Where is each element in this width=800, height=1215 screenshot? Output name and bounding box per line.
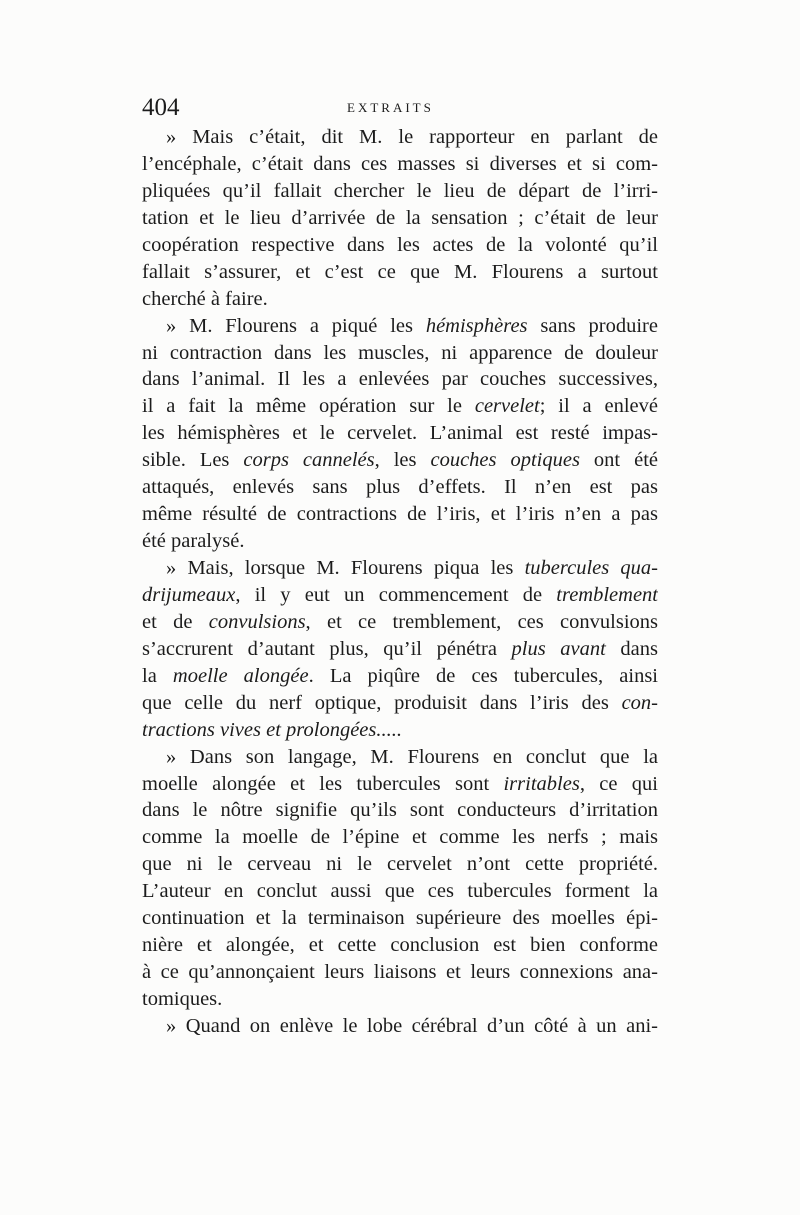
text-line — [142, 690, 658, 717]
text-line — [142, 851, 658, 878]
text-line — [142, 1013, 658, 1040]
text-line — [142, 717, 658, 744]
text-line — [142, 609, 658, 636]
running-head — [142, 93, 662, 123]
text-segment: » Quand on enlève le lobe cérébral d’un côté à un ani- — [166, 1014, 658, 1037]
text-segment: dans le nôtre signifie qu’ils sont conducteurs d’irritation — [142, 799, 658, 822]
text-line — [142, 151, 658, 178]
text-segment: ont été — [579, 449, 658, 472]
text-line — [142, 259, 658, 286]
text-segment: » Mais c’était, dit M. le rapporteur en parlant de — [166, 126, 658, 148]
italic-text: irritables — [503, 772, 580, 795]
text-line — [142, 878, 658, 905]
text-line — [142, 905, 658, 932]
text-line — [142, 771, 658, 798]
text-segment: et de — [142, 610, 209, 633]
text-segment: ni contraction dans les muscles, ni apparence de douleur — [142, 341, 658, 364]
text-segment: dans — [605, 637, 658, 660]
text-line — [142, 797, 658, 824]
text-segment: la — [142, 664, 173, 687]
text-segment: » M. Flourens a piqué les — [166, 314, 426, 337]
text-line — [142, 501, 658, 528]
italic-text: tractions vives et prolongées..... — [142, 718, 402, 741]
italic-text: couches optiques — [430, 449, 580, 472]
text-segment: fallait s’assurer, et c’est ce que M. Flourens a surtout — [142, 260, 658, 283]
text-segment: moelle alongée et les tubercules sont — [142, 772, 504, 795]
page-number: 404 — [142, 94, 180, 121]
text-line — [142, 528, 658, 555]
text-segment: continuation et la terminaison supérieure des moelles épi- — [142, 907, 658, 930]
text-line — [142, 232, 658, 259]
text-segment: » Mais, lorsque M. Flourens piqua les — [166, 557, 525, 579]
text-segment: les hémisphères et le cervelet. L’animal est resté impas- — [142, 422, 658, 445]
text-line — [142, 932, 658, 959]
italic-text: con- — [621, 691, 658, 714]
text-segment: attaqués, enlevés sans plus d’effets. Il n’en est pas — [142, 476, 658, 499]
text-line — [142, 286, 658, 313]
text-segment: que ni le cerveau ni le cervelet n’ont cette propriété. — [142, 853, 658, 876]
italic-text: convulsions — [208, 610, 306, 633]
italic-text: hémisphères — [425, 314, 528, 337]
text-line — [142, 986, 658, 1013]
text-line — [142, 393, 658, 420]
text-segment: ; il a enlevé — [539, 395, 658, 418]
text-segment: sible. Les — [142, 449, 244, 472]
text-segment: été paralysé. — [142, 530, 245, 553]
text-line — [142, 178, 658, 205]
text-segment: pliquées qu’il fallait chercher le lieu de départ de l’irri- — [142, 179, 658, 202]
text-line — [142, 555, 658, 582]
italic-text: cervelet — [474, 395, 540, 418]
text-line — [142, 366, 658, 393]
italic-text: tremblement — [556, 583, 658, 606]
text-line — [142, 313, 658, 340]
text-segment: tation et le lieu d’arrivée de la sensation ; c’était de leur — [142, 206, 658, 229]
text-line — [142, 959, 658, 986]
text-segment: , il y eut un commencement de — [235, 583, 557, 606]
text-line — [142, 824, 658, 851]
text-line — [142, 744, 658, 771]
text-line — [142, 205, 658, 232]
text-line — [142, 663, 658, 690]
text-segment: » Dans son langage, M. Flourens en conclut que la — [166, 745, 658, 768]
text-segment: il a fait la même opération sur le — [142, 395, 475, 418]
text-line — [142, 340, 658, 367]
italic-text: moelle alongée — [172, 664, 309, 687]
text-segment: que celle du nerf optique, produisit dans l’iris des — [142, 691, 622, 714]
text-line — [142, 447, 658, 474]
text-line — [142, 636, 658, 663]
text-segment: dans l’animal. Il les a enlevées par couches successives, — [142, 368, 658, 391]
text-segment: , ce qui — [579, 772, 658, 795]
text-segment: sans produire — [527, 314, 658, 337]
text-segment: , les — [374, 449, 431, 472]
italic-text: plus avant — [511, 637, 606, 660]
text-line — [142, 124, 658, 151]
text-segment: tomiques. — [142, 988, 223, 1010]
text-line — [142, 582, 658, 609]
text-segment: . La piqûre de ces tubercules, ainsi — [308, 664, 658, 687]
text-segment: s’accrurent d’autant plus, qu’il pénétra — [142, 637, 512, 660]
text-segment: l’encéphale, c’était dans ces masses si diverses et si com- — [142, 152, 658, 175]
text-segment: cherché à faire. — [142, 287, 268, 310]
italic-text: tubercules qua- — [524, 557, 658, 579]
text-segment: , et ce tremblement, ces convulsions — [305, 610, 658, 633]
text-segment: comme la moelle de l’épine et comme les nerfs ; mais — [142, 826, 658, 849]
text-line — [142, 474, 658, 501]
text-segment: L’auteur en conclut aussi que ces tubercules forment la — [142, 880, 658, 903]
text-segment: à ce qu’annonçaient leurs liaisons et leurs connexions ana- — [142, 961, 658, 984]
body-text — [142, 124, 658, 1040]
running-title: EXTRAITS — [347, 100, 434, 115]
text-segment: coopération respective dans les actes de la volonté qu’il — [142, 233, 658, 256]
text-segment: nière et alongée, et cette conclusion est bien conforme — [142, 934, 658, 957]
italic-text: corps cannelés — [243, 449, 375, 472]
text-segment: même résulté de contractions de l’iris, et l’iris n’en a pas — [142, 503, 658, 526]
italic-text: drijumeaux — [142, 583, 236, 606]
text-line — [142, 420, 658, 447]
